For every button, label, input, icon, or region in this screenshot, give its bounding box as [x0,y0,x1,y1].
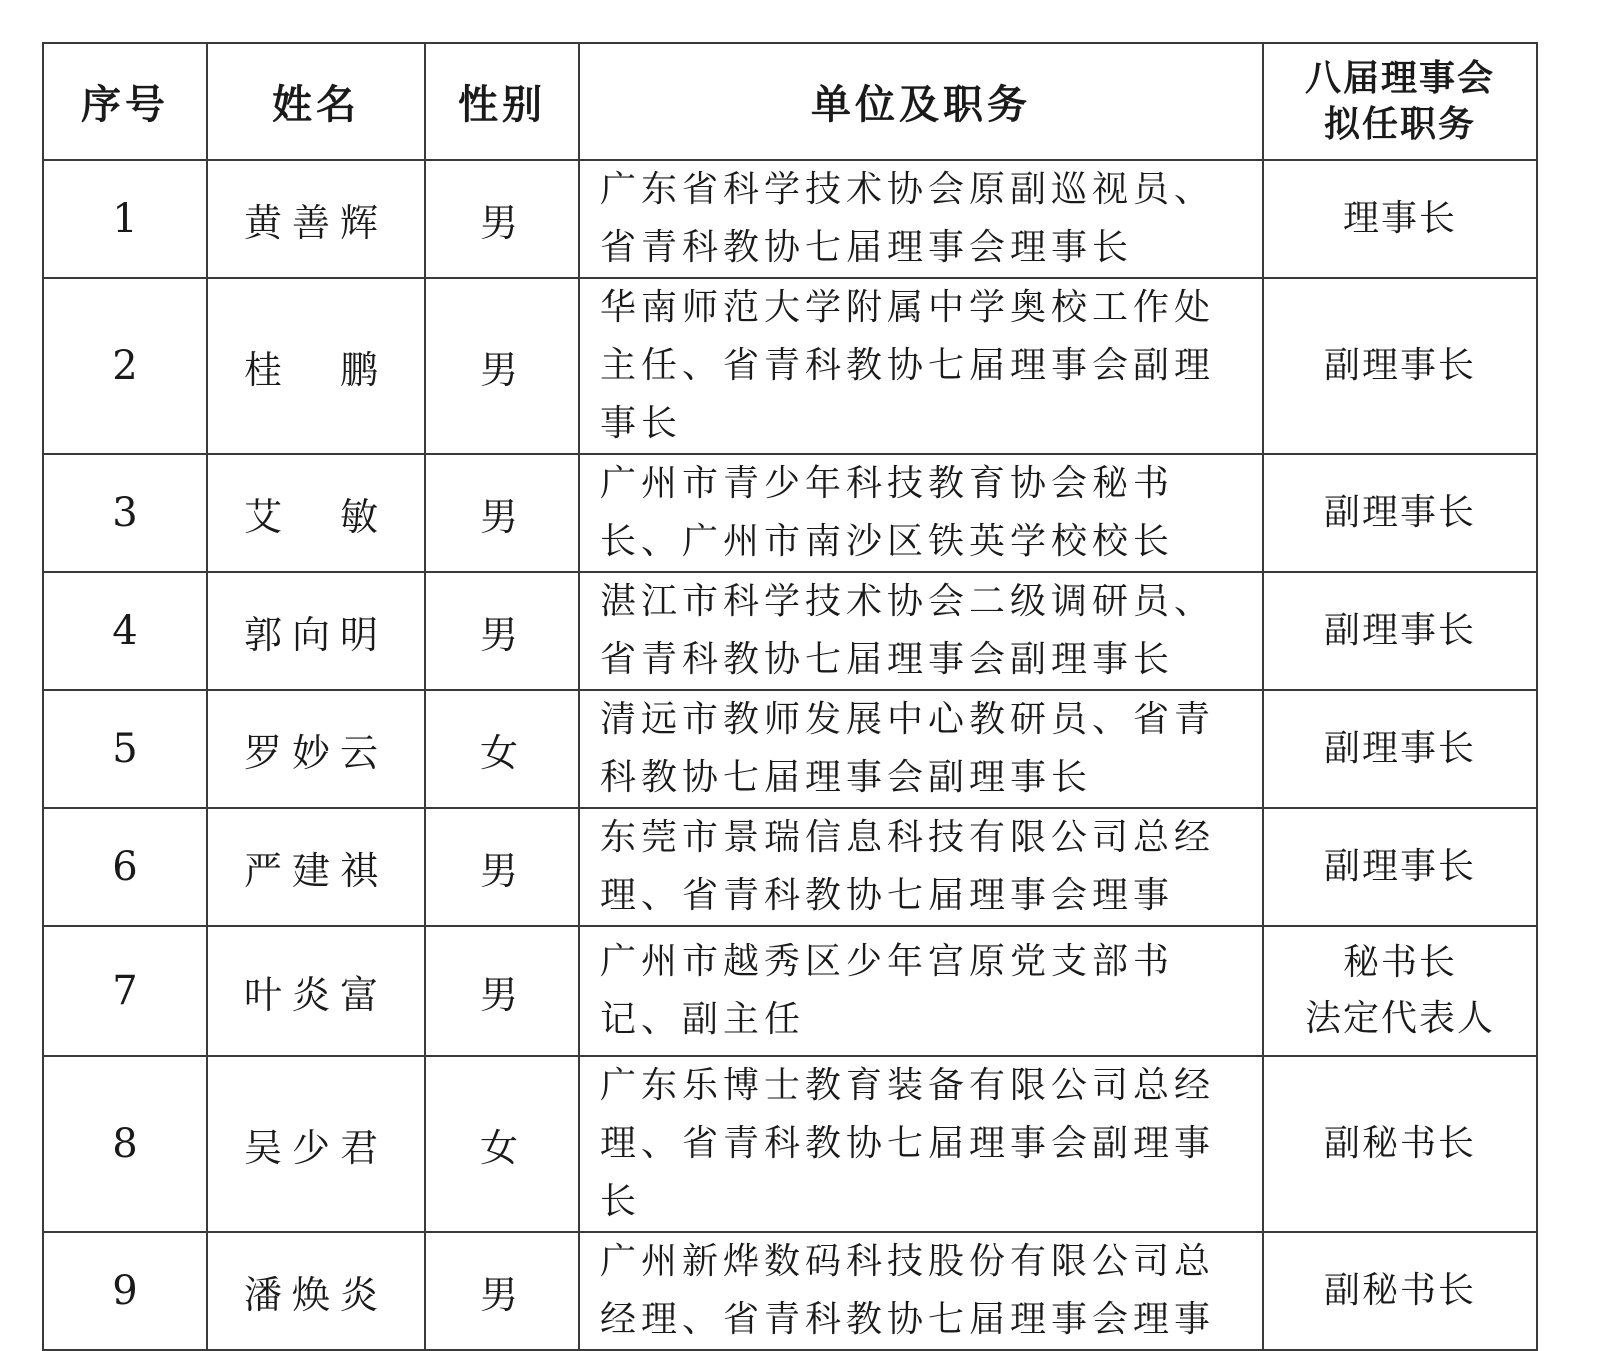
cell-seq: 9 [43,1232,207,1350]
cell-role [1263,572,1537,690]
cell-role [1263,454,1537,572]
cell-name: 吴少君 [207,1056,425,1232]
cell-name: 艾 敏 [207,454,425,572]
cell-role [1263,160,1537,278]
council-roster-table [42,42,1538,1351]
cell-seq: 3 [43,454,207,572]
cell-org: 广州市青少年科技教育协会秘书长、广州市南沙区铁英学校校长 [579,454,1263,572]
cell-name: 严建祺 [207,808,425,926]
table-row [43,572,1537,690]
roster-body [43,160,1537,1350]
header-org: 单位及职务 [579,43,1263,160]
cell-name: 黄善辉 [207,160,425,278]
cell-gender: 男 [425,454,579,572]
cell-gender: 女 [425,1056,579,1232]
cell-org: 广东乐博士教育装备有限公司总经理、省青科教协七届理事会副理事长 [579,1056,1263,1232]
table-row [43,1232,1537,1350]
cell-role [1263,1056,1537,1232]
cell-role-line: 副理事长 [1323,345,1476,386]
table-row [43,926,1537,1056]
cell-role-line: 副秘书长 [1323,1270,1476,1311]
cell-seq: 5 [43,690,207,808]
cell-role [1263,690,1537,808]
cell-seq: 8 [43,1056,207,1232]
cell-role-line: 副理事长 [1323,492,1476,533]
cell-org: 华南师范大学附属中学奥校工作处主任、省青科教协七届理事会副理事长 [579,278,1263,454]
cell-org: 广东省科学技术协会原副巡视员、省青科教协七届理事会理事长 [579,160,1263,278]
header-role [1263,43,1537,160]
cell-role [1263,808,1537,926]
header-seq: 序号 [43,43,207,160]
cell-seq: 6 [43,808,207,926]
header-role-line1: 八届理事会 [1304,57,1495,99]
cell-name: 罗妙云 [207,690,425,808]
cell-gender: 女 [425,690,579,808]
table-row [43,160,1537,278]
cell-name: 叶炎富 [207,926,425,1056]
table-row [43,808,1537,926]
cell-gender: 男 [425,160,579,278]
cell-org: 广州市越秀区少年宫原党支部书记、副主任 [579,926,1263,1056]
cell-org: 清远市教师发展中心教研员、省青科教协七届理事会副理事长 [579,690,1263,808]
cell-gender: 男 [425,926,579,1056]
cell-role [1263,278,1537,454]
cell-role-line: 法定代表人 [1304,998,1495,1039]
cell-role-line: 副理事长 [1323,846,1476,887]
table-row [43,278,1537,454]
cell-gender: 男 [425,1232,579,1350]
cell-role-line: 副秘书长 [1323,1123,1476,1164]
cell-seq: 4 [43,572,207,690]
cell-org: 湛江市科学技术协会二级调研员、省青科教协七届理事会副理事长 [579,572,1263,690]
cell-role-line: 秘书长 [1342,942,1457,983]
cell-name: 桂 鹏 [207,278,425,454]
cell-seq: 1 [43,160,207,278]
cell-gender: 男 [425,808,579,926]
cell-name: 郭向明 [207,572,425,690]
cell-role-line: 副理事长 [1323,610,1476,651]
header-gender: 性别 [425,43,579,160]
cell-gender: 男 [425,572,579,690]
cell-seq: 2 [43,278,207,454]
table-row [43,454,1537,572]
cell-role [1263,926,1537,1056]
cell-seq: 7 [43,926,207,1056]
cell-role-line: 理事长 [1342,198,1457,239]
cell-role [1263,1232,1537,1350]
header-row [43,43,1537,160]
cell-role-line: 副理事长 [1323,728,1476,769]
cell-name: 潘焕炎 [207,1232,425,1350]
table-row [43,690,1537,808]
cell-gender: 男 [425,278,579,454]
cell-org: 东莞市景瑞信息科技有限公司总经理、省青科教协七届理事会理事 [579,808,1263,926]
header-name: 姓名 [207,43,425,160]
header-role-line2: 拟任职务 [1323,103,1476,145]
table-row [43,1056,1537,1232]
cell-org: 广州新烨数码科技股份有限公司总经理、省青科教协七届理事会理事 [579,1232,1263,1350]
